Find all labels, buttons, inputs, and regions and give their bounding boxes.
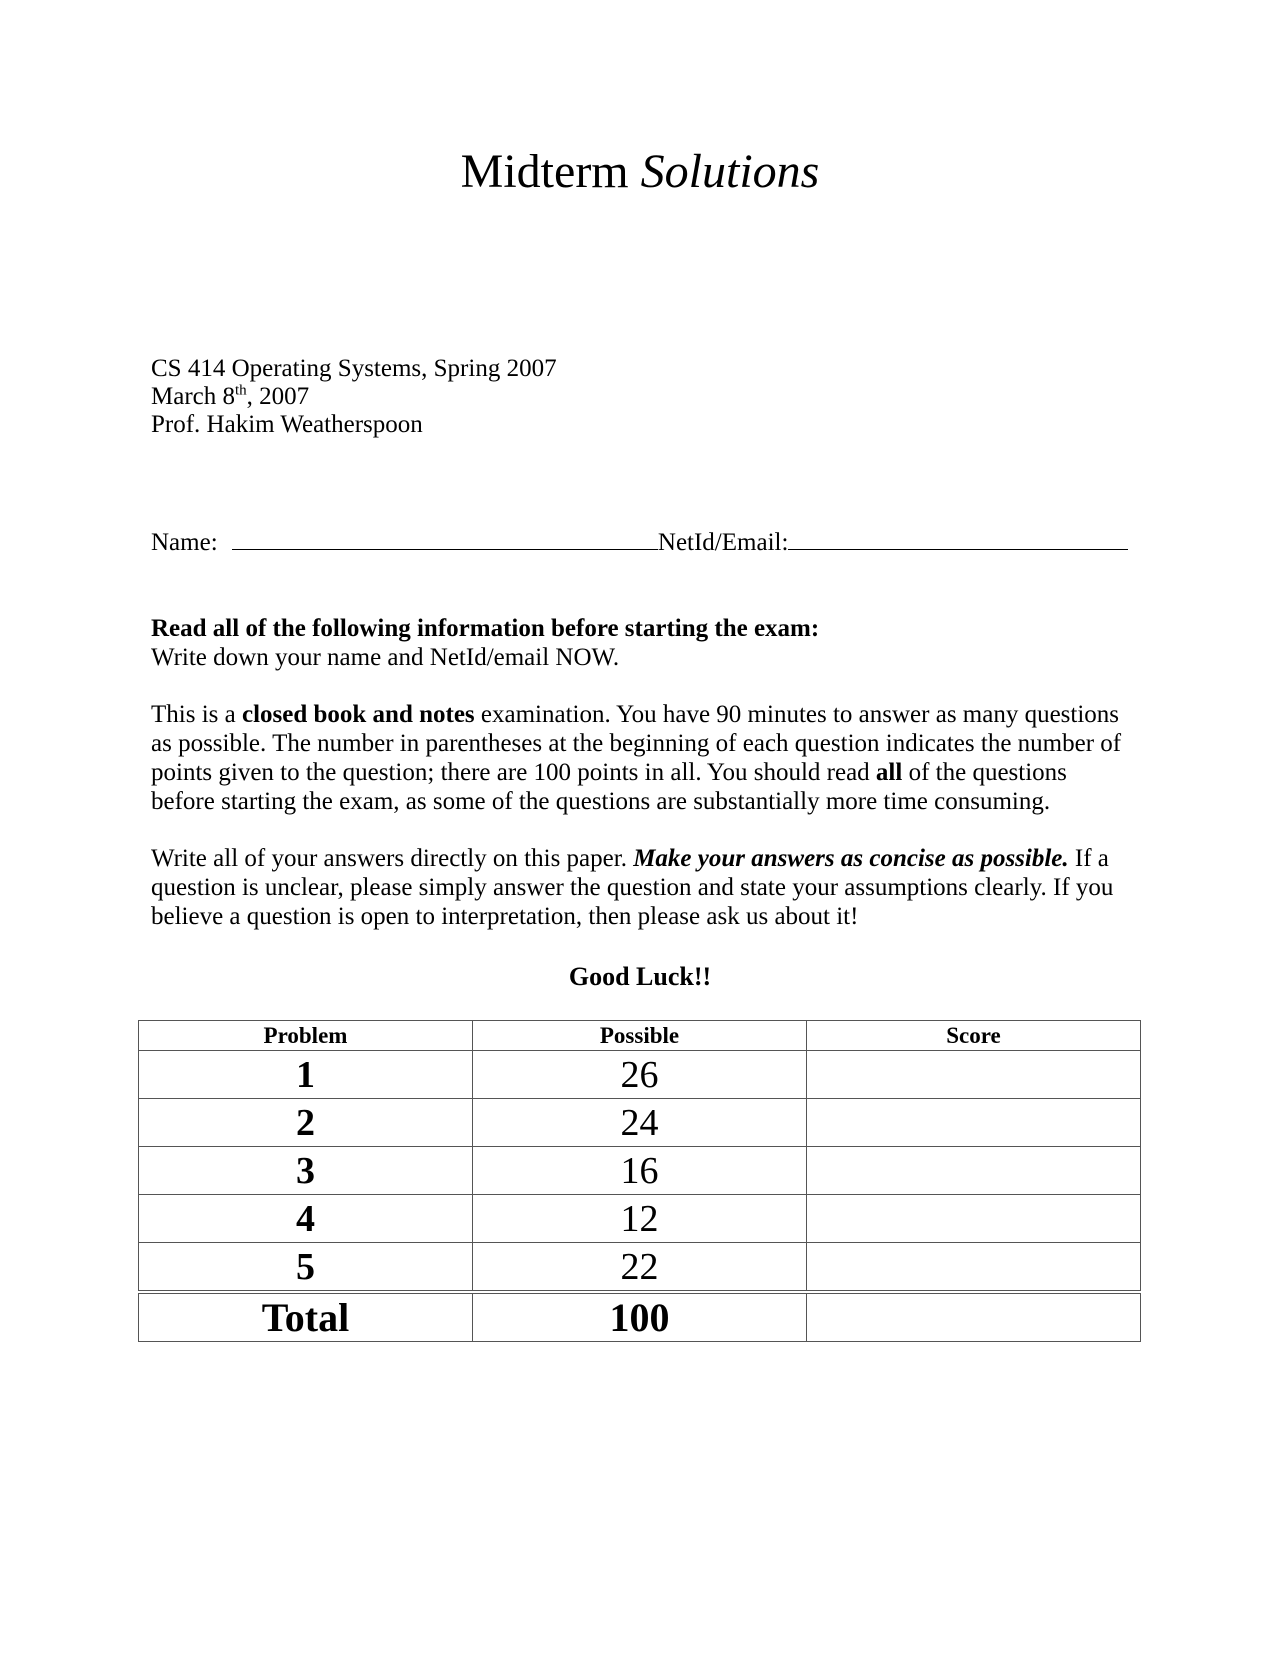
course-line: CS 414 Operating Systems, Spring 2007 [151,355,557,382]
professor-line: Prof. Hakim Weatherspoon [151,411,423,438]
total-row [139,1292,1141,1342]
possible-cell: 16 [473,1147,807,1195]
score-table [138,1020,1141,1342]
possible-cell: 12 [473,1195,807,1243]
problem-cell: 1 [139,1051,473,1099]
instructions-paragraph-2: Write all of your answers directly on this paper. Make your answers as concise as possible. If a question is unclear, please simply answer the question and state your assumptions clearly. If you believe a question is open to interpretation, then please ask us about it! [151,845,1114,930]
title-midterm: Midterm [460,145,629,198]
course-info [151,355,557,439]
header-problem: Problem [139,1021,473,1051]
score-cell[interactable] [807,1051,1141,1099]
instructions-heading: Read all of the following information before starting the exam: [151,615,820,642]
header-possible: Possible [473,1021,807,1051]
possible-cell: 24 [473,1099,807,1147]
total-score-cell[interactable] [807,1292,1141,1342]
score-cell[interactable] [807,1195,1141,1243]
instructions-paragraph-1: This is a closed book and notes examination. You have 90 minutes to answer as many questions as possible. The number in parentheses at the beginning of each question indicates the number of points given to the question; there are 100 points in all. You should read all of the questions before starting the exam, as some of the questions are substantially more time consuming. [151,701,1122,815]
table-row [139,1099,1141,1147]
title-solutions: Solutions [640,145,820,198]
table-row [139,1195,1141,1243]
netid-blank[interactable] [788,527,1128,550]
score-cell[interactable] [807,1099,1141,1147]
table-row [139,1147,1141,1195]
total-label: Total [139,1292,473,1342]
score-cell[interactable] [807,1147,1141,1195]
exam-date: March 8th, 2007 [151,382,310,410]
write-name-line: Write down your name and NetId/email NOW. [151,644,620,671]
possible-cell: 22 [473,1243,807,1293]
instructions [151,614,1131,931]
problem-cell: 5 [139,1243,473,1293]
problem-cell: 4 [139,1195,473,1243]
problem-cell: 2 [139,1099,473,1147]
header-score: Score [807,1021,1141,1051]
name-blank[interactable] [232,527,658,550]
netid-label: NetId/Email: [657,529,789,556]
problem-cell: 3 [139,1147,473,1195]
possible-cell: 26 [473,1051,807,1099]
good-luck: Good Luck!! [568,962,712,991]
name-netid-line [151,527,1128,557]
page-title [0,145,1280,198]
table-row [139,1051,1141,1099]
name-label: Name: [151,529,218,556]
score-cell[interactable] [807,1243,1141,1293]
total-possible: 100 [473,1292,807,1342]
table-row [139,1243,1141,1293]
